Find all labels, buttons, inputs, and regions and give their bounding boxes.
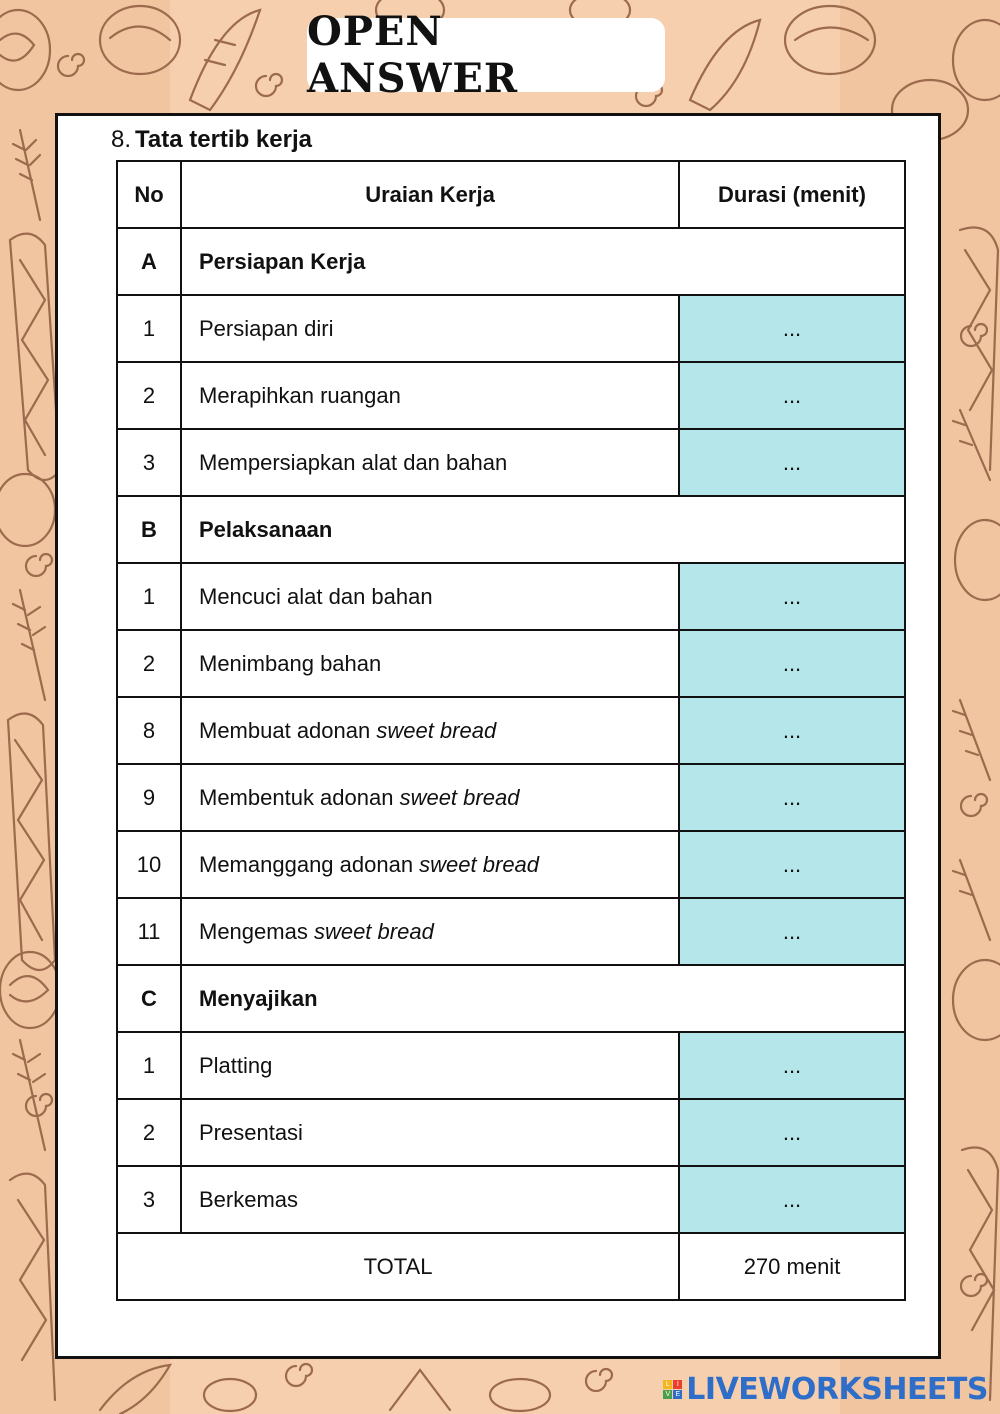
total-label: TOTAL xyxy=(117,1233,679,1300)
duration-answer-input[interactable]: ... xyxy=(679,898,905,965)
brand-text: LIVEWORKSHEETS xyxy=(686,1371,988,1407)
row-task: Mengemas sweet bread xyxy=(181,898,679,965)
row-number: 8 xyxy=(117,697,181,764)
question-heading xyxy=(111,126,312,154)
duration-answer-input[interactable]: ... xyxy=(679,630,905,697)
work-schedule-table xyxy=(116,160,906,1301)
table-row xyxy=(117,764,905,831)
duration-answer-input[interactable]: ... xyxy=(679,764,905,831)
table-row xyxy=(117,697,905,764)
row-number: 3 xyxy=(117,429,181,496)
section-row-a xyxy=(117,228,905,295)
row-number: 3 xyxy=(117,1166,181,1233)
row-task: Platting xyxy=(181,1032,679,1099)
row-number: 2 xyxy=(117,362,181,429)
header-task: Uraian Kerja xyxy=(181,161,679,228)
table-row xyxy=(117,898,905,965)
row-number: 9 xyxy=(117,764,181,831)
worksheet-type-banner xyxy=(307,8,665,102)
row-task: Memanggang adonan sweet bread xyxy=(181,831,679,898)
table-row xyxy=(117,563,905,630)
duration-answer-input[interactable]: ... xyxy=(679,563,905,630)
duration-answer-input[interactable]: ... xyxy=(679,1166,905,1233)
table-row xyxy=(117,295,905,362)
liveworksheets-brand[interactable] xyxy=(663,1370,988,1408)
duration-answer-input[interactable]: ... xyxy=(679,1099,905,1166)
section-title: Menyajikan xyxy=(181,965,905,1032)
question-number: 8. xyxy=(111,126,132,153)
duration-answer-input[interactable]: ... xyxy=(679,429,905,496)
row-task: Merapihkan ruangan xyxy=(181,362,679,429)
section-title: Pelaksanaan xyxy=(181,496,905,563)
row-number: 11 xyxy=(117,898,181,965)
duration-answer-input[interactable]: ... xyxy=(679,1032,905,1099)
row-task: Mencuci alat dan bahan xyxy=(181,563,679,630)
duration-answer-input[interactable]: ... xyxy=(679,831,905,898)
question-text: Tata tertib kerja xyxy=(135,126,312,153)
row-task: Persiapan diri xyxy=(181,295,679,362)
duration-answer-input[interactable]: ... xyxy=(679,697,905,764)
row-number: 2 xyxy=(117,630,181,697)
row-task: Membuat adonan sweet bread xyxy=(181,697,679,764)
row-number: 1 xyxy=(117,563,181,630)
row-number: 10 xyxy=(117,831,181,898)
row-task: Berkemas xyxy=(181,1166,679,1233)
header-duration: Durasi (menit) xyxy=(679,161,905,228)
duration-answer-input[interactable]: ... xyxy=(679,295,905,362)
duration-answer-input[interactable]: ... xyxy=(679,362,905,429)
row-task: Presentasi xyxy=(181,1099,679,1166)
total-value: 270 menit xyxy=(679,1233,905,1300)
row-task: Membentuk adonan sweet bread xyxy=(181,764,679,831)
table-row xyxy=(117,429,905,496)
section-code: A xyxy=(117,228,181,295)
table-header-row xyxy=(117,161,905,228)
table-row xyxy=(117,1099,905,1166)
row-number: 1 xyxy=(117,295,181,362)
row-number: 1 xyxy=(117,1032,181,1099)
header-no: No xyxy=(117,161,181,228)
row-task: Menimbang bahan xyxy=(181,630,679,697)
row-task: Mempersiapkan alat dan bahan xyxy=(181,429,679,496)
table-row xyxy=(117,362,905,429)
section-code: B xyxy=(117,496,181,563)
table-row xyxy=(117,1032,905,1099)
liveworksheets-logo-icon: L I V E xyxy=(663,1380,682,1399)
table-row xyxy=(117,630,905,697)
table-row xyxy=(117,831,905,898)
section-code: C xyxy=(117,965,181,1032)
total-row xyxy=(117,1233,905,1300)
page-title: OPEN ANSWER xyxy=(307,8,519,102)
section-row-b xyxy=(117,496,905,563)
worksheet-card xyxy=(55,113,941,1359)
section-row-c xyxy=(117,965,905,1032)
table-row xyxy=(117,1166,905,1233)
section-title: Persiapan Kerja xyxy=(181,228,905,295)
row-number: 2 xyxy=(117,1099,181,1166)
